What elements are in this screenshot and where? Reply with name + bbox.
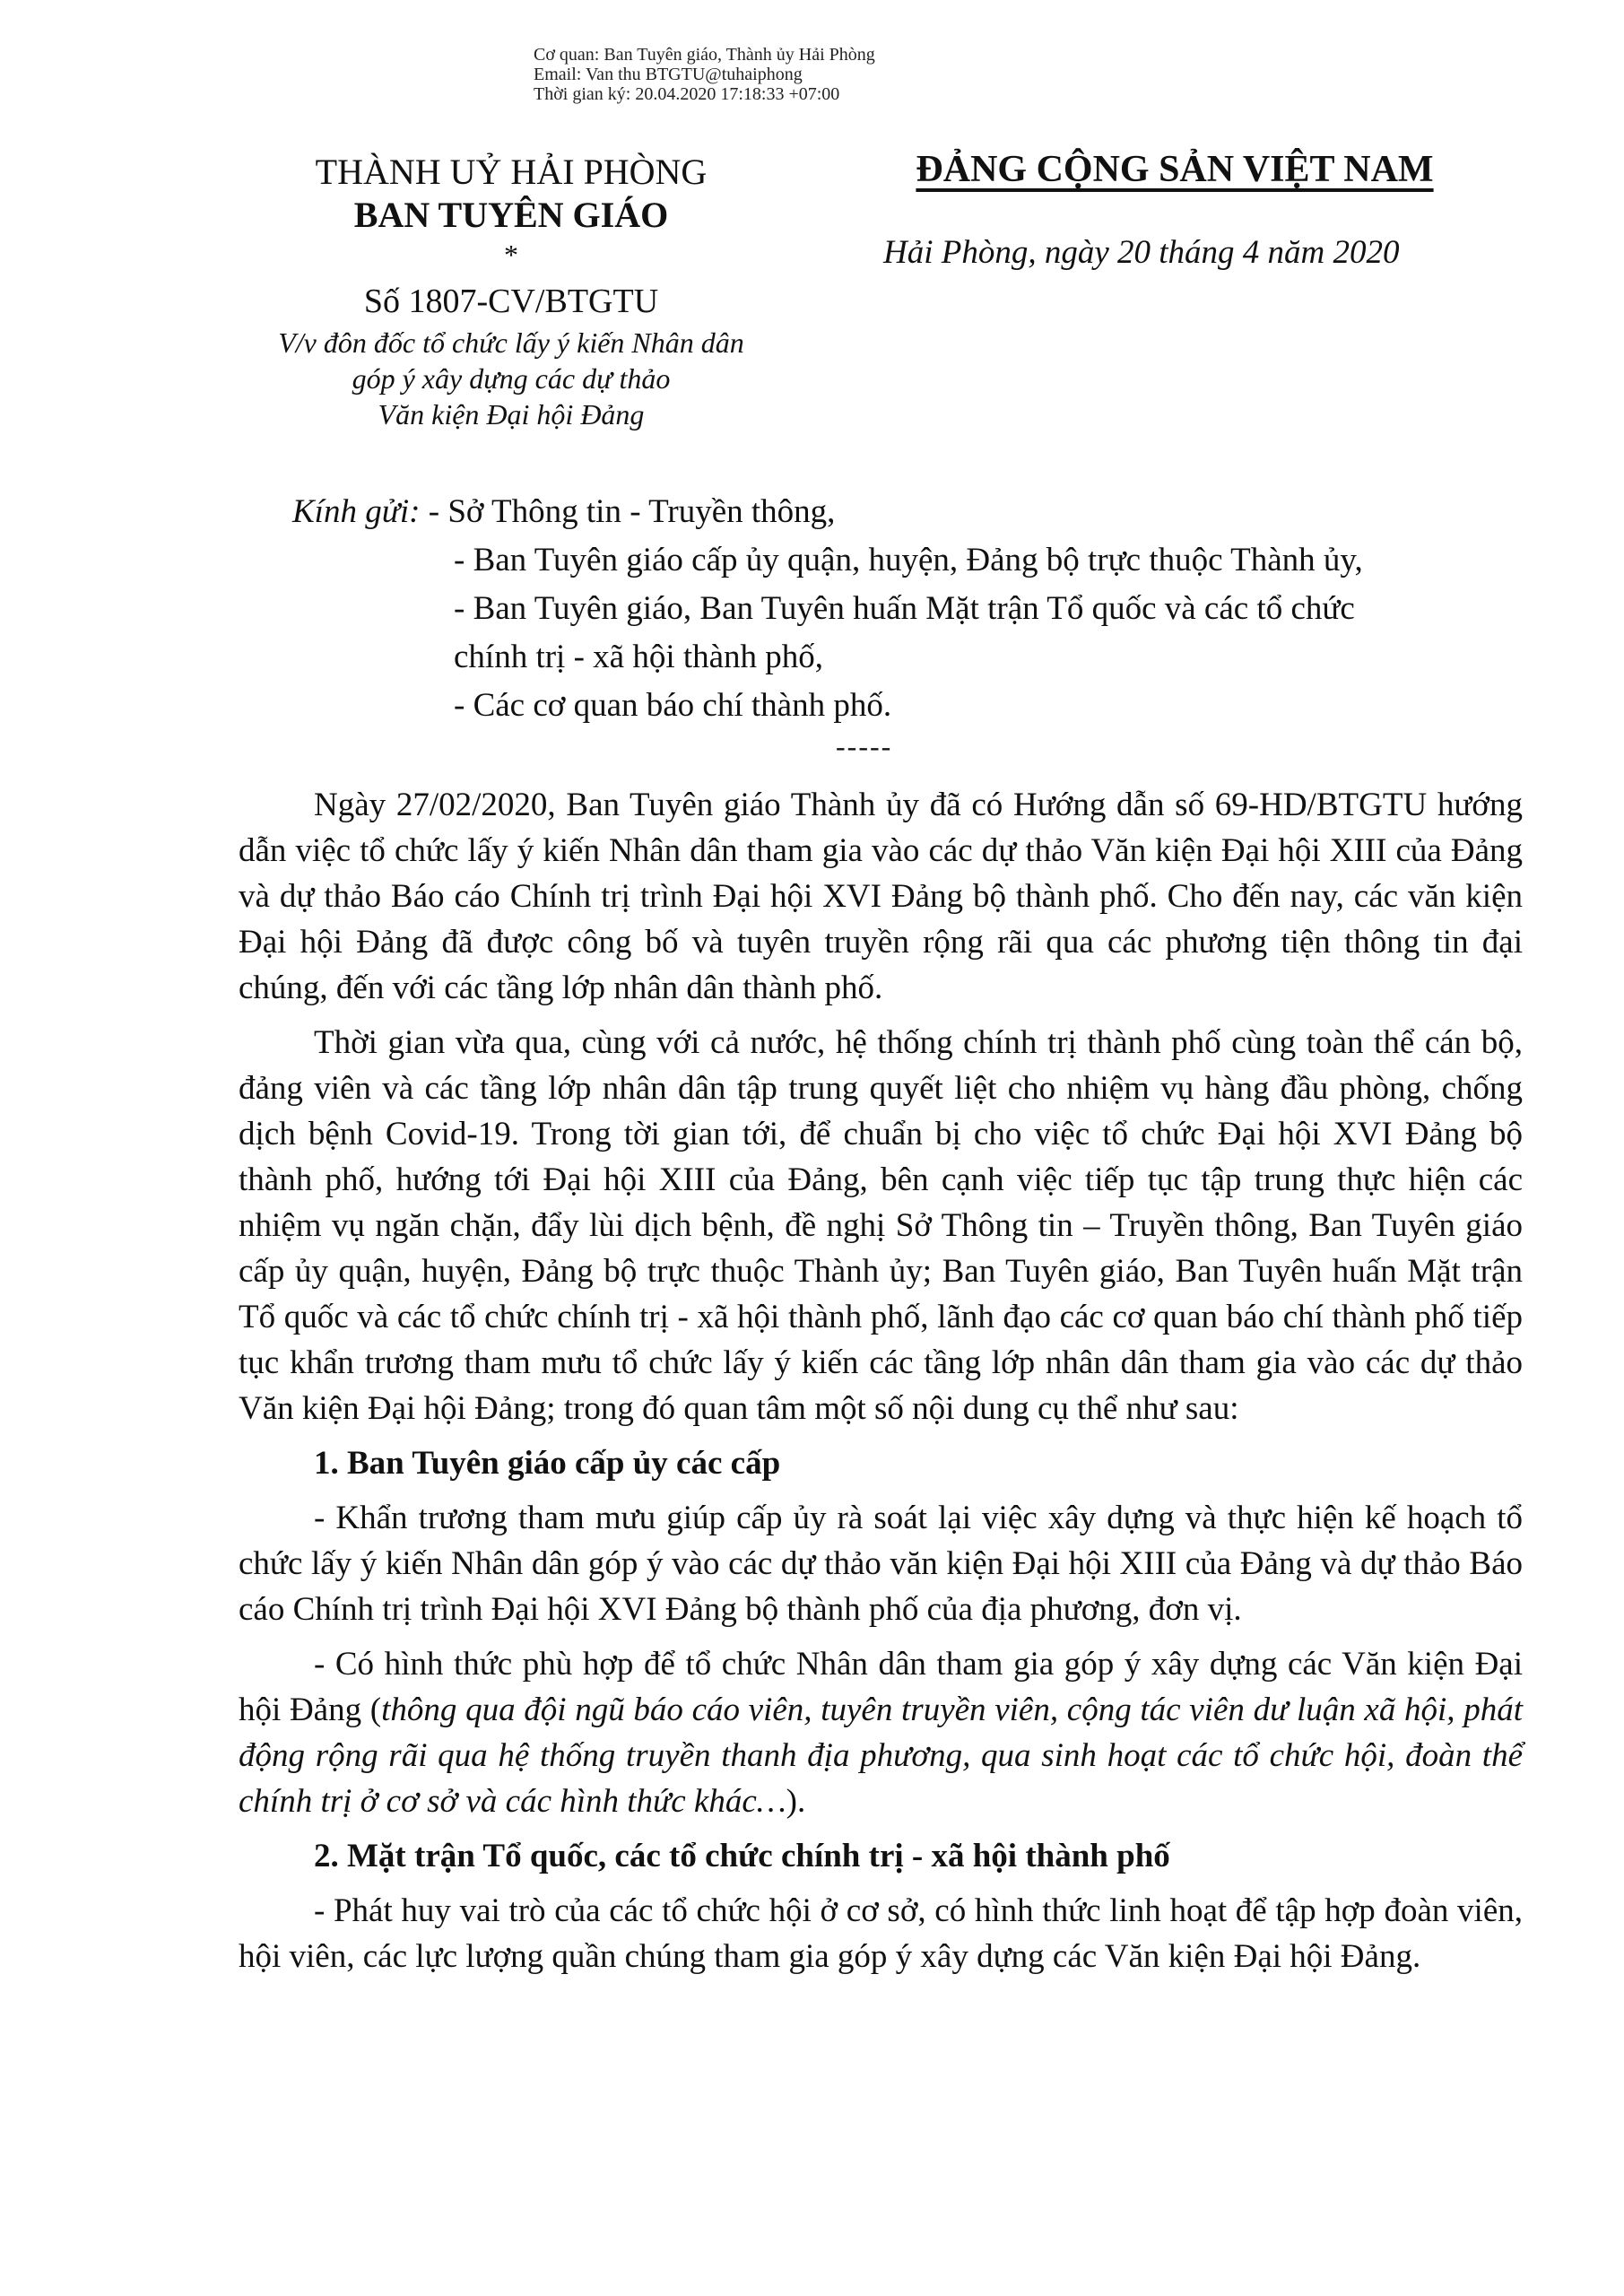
document-number: Số 1807-CV/BTGTU <box>363 283 659 320</box>
party-block <box>861 148 1489 191</box>
paragraph-text: - Có hình thức phù hợp để tổ chức Nhân dân tham gia góp ý xây dựng các Văn kiện Đại hội Đảng ( <box>239 1646 1523 1728</box>
subject-line-2: góp ý xây dựng các dự thảo <box>352 362 671 395</box>
recipients-block <box>292 488 1548 730</box>
paragraph-italic: thông qua đội ngũ báo cáo viên, tuyên truyền viên, cộng tác viên dư luận xã hội, phát động rộng rãi qua hệ thống truyền thanh địa phương, qua sinh hoạt các tổ chức hội, đoàn thể chính trị ở cơ sở và các hình thức khác… <box>239 1692 1523 1820</box>
issuer-star: * <box>504 239 518 271</box>
section-heading: 2. Mặt trận Tổ quốc, các tổ chức chính trị - xã hội thành phố <box>314 1838 1170 1874</box>
paragraph-text: ). <box>786 1783 806 1820</box>
recipients-label: Kính gửi: <box>292 493 421 530</box>
subject-line-3: Văn kiện Đại hội Đảng <box>378 398 645 430</box>
document-body <box>239 782 1523 1988</box>
subject-line-1: V/v đôn đốc tổ chức lấy ý kiến Nhân dân <box>278 326 744 359</box>
party-name: ĐẢNG CỘNG SẢN VIỆT NAM <box>916 149 1434 190</box>
signature-agency: Cơ quan: Ban Tuyên giáo, Thành ủy Hải Phòng <box>534 45 875 65</box>
recipient-line <box>292 488 1548 536</box>
paragraph: - Khẩn trương tham mưu giúp cấp ủy rà soát lại việc xây dựng và thực hiện kế hoạch tổ chức lấy ý kiến Nhân dân góp ý vào các dự thảo văn kiện Đại hội XIII của Đảng và dự thảo Báo cáo Chính trị trình Đại hội XVI Đảng bộ thành phố của địa phương, đơn vị. <box>239 1500 1523 1628</box>
recipient-item: - Ban Tuyên giáo cấp ủy quận, huyện, Đảng bộ trực thuộc Thành ủy, <box>454 542 1363 578</box>
recipient-item: - Ban Tuyên giáo, Ban Tuyên huấn Mặt trận Tổ quốc và các tổ chức <box>454 590 1355 627</box>
recipient-item: - Sở Thông tin - Truyền thông, <box>428 493 836 530</box>
recipient-item: - Các cơ quan báo chí thành phố. <box>454 687 892 724</box>
recipient-item: chính trị - xã hội thành phố, <box>454 639 824 675</box>
signature-email: Email: Van thu BTGTU@tuhaiphong <box>534 65 803 84</box>
section-heading: 1. Ban Tuyên giáo cấp ủy các cấp <box>314 1445 781 1482</box>
separator: ----- <box>836 730 893 762</box>
signature-time: Thời gian ký: 20.04.2020 17:18:33 +07:00 <box>534 84 840 104</box>
issuer-department: BAN TUYÊN GIÁO <box>353 195 669 235</box>
document-date: Hải Phòng, ngày 20 tháng 4 năm 2020 <box>883 234 1400 271</box>
issuer-block <box>269 151 753 432</box>
issuer-org: THÀNH UỶ HẢI PHÒNG <box>315 152 708 192</box>
paragraph: - Phát huy vai trò của các tổ chức hội ở cơ sở, có hình thức linh hoạt để tập hợp đoàn viên, hội viên, các lực lượng quần chúng tham gia góp ý xây dựng các Văn kiện Đại hội Đảng. <box>239 1892 1523 1975</box>
paragraph: Ngày 27/02/2020, Ban Tuyên giáo Thành ủy đã có Hướng dẫn số 69-HD/BTGTU hướng dẫn việc tổ chức lấy ý kiến Nhân dân tham gia vào các dự thảo Văn kiện Đại hội XIII của Đảng và dự thảo Báo cáo Chính trị trình Đại hội XVI Đảng bộ thành phố. Cho đến nay, các văn kiện Đại hội Đảng đã được công bố và tuyên truyền rộng rãi qua các phương tiện thông tin đại chúng, đến với các tầng lớp nhân dân thành phố. <box>239 787 1523 1006</box>
paragraph <box>239 1641 1523 1824</box>
paragraph: Thời gian vừa qua, cùng với cả nước, hệ thống chính trị thành phố cùng toàn thể cán bộ, đảng viên và các tầng lớp nhân dân tập trung quyết liệt cho nhiệm vụ hàng đầu phòng, chống dịch bệnh Covid-19. Trong tời gian tới, để chuẩn bị cho việc tổ chức Đại hội XVI Đảng bộ thành phố, hướng tới Đại hội XIII của Đảng, bên cạnh việc tiếp tục tập trung thực hiện các nhiệm vụ ngăn chặn, đẩy lùi dịch bệnh, đề nghị Sở Thông tin – Truyền thông, Ban Tuyên giáo cấp ủy quận, huyện, Đảng bộ trực thuộc Thành ủy; Ban Tuyên giáo, Ban Tuyên huấn Mặt trận Tổ quốc và các tổ chức chính trị - xã hội thành phố, lãnh đạo các cơ quan báo chí thành phố tiếp tục khẩn trương tham mưu tổ chức lấy ý kiến các tầng lớp nhân dân tham gia vào các dự thảo Văn kiện Đại hội Đảng; trong đó quan tâm một số nội dung cụ thể như sau: <box>239 1024 1523 1427</box>
digital-signature-stamp <box>534 45 875 104</box>
